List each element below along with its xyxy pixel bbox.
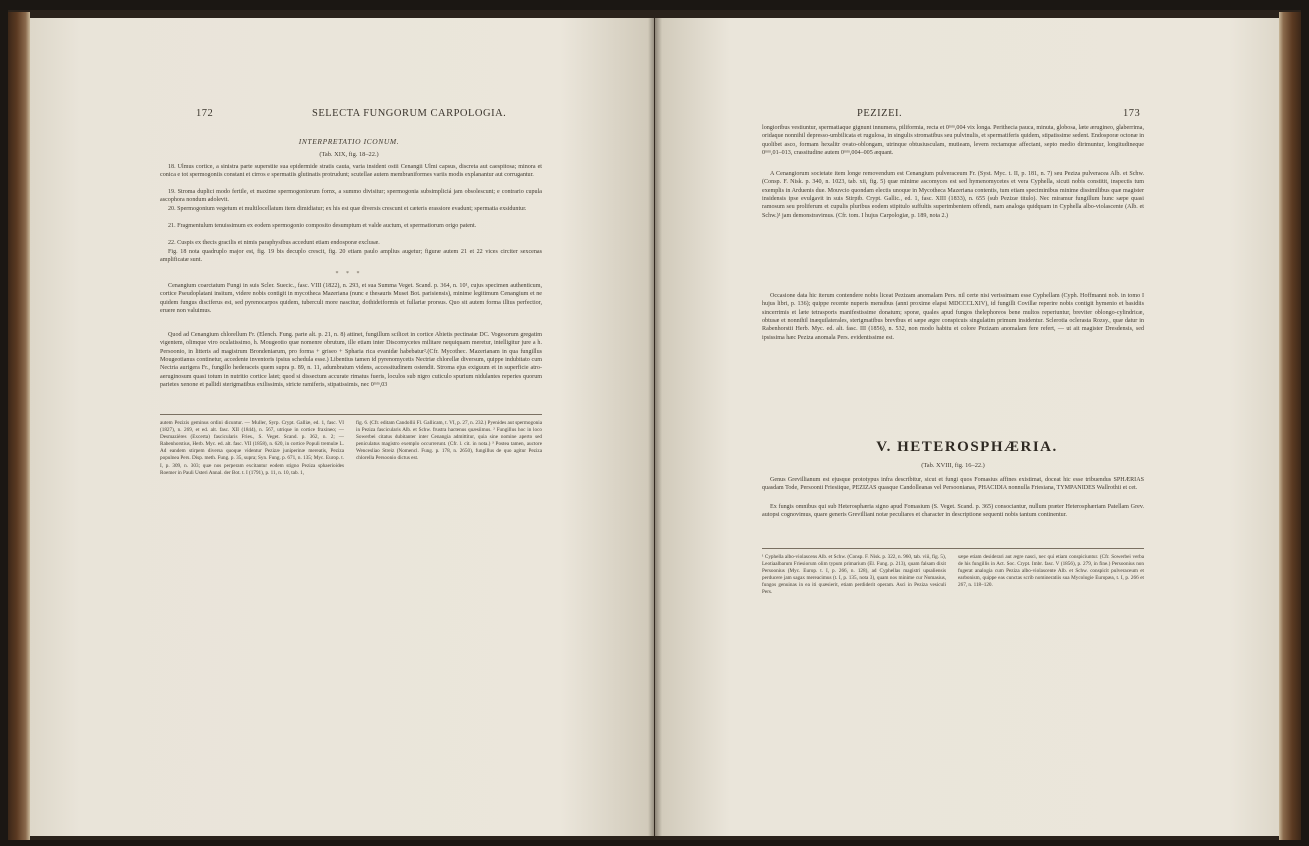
plate-paragraph-21: 21. Fragmentulum tenuissimum ex eodem spermogonio composito desumptum et valde auctum, et spermatiorum origo patent. (168, 223, 477, 229)
right-bottom-paragraph-2: Ex fungis omnibus qui sub Heterosphæria signo apud Fomasium (S. Veget. Scand. p. 365) consociantur, nullum præter Heterosphæriam Patellam Grev. autopsi cognovimus, quare generis Grevilliani notæ peculiares et character in descriptione sequenti nobis tantum continentur. (762, 504, 1144, 519)
right-footnotes-col2: sæpe etiam desiderari aut ægre nasci, nec qui etiam conspiciuntur. (Cfr. Sowerbei verba de his fungillis in Act. Soc. Crypt. Imbr. fasc. V (1856), p. 279, in fine.) Persoonius non fugerat analogia cum Peziza albo-violascente Alb. et Schw. conspicit pulveraceum et earbonism, quippe eas cunctas scrib nomineratiis sua Mycologie Europæa, t. I, p. 266 et 267, n. 118–120. (958, 554, 1144, 589)
left-running-head: SELECTA FUNGORUM CARPOLOGIA. (312, 108, 507, 119)
section-plate-reference: (Tab. XVIII, fig. 16–22.) (921, 462, 985, 469)
page-edges-left (8, 12, 30, 840)
right-body-paragraph-1: longioribus vestiuntur, spermatiaque gignunt innumera, piliformia, recta et 0ᵐᵐ,004 vix longa. Perithecia pauca, minuta, globosa, læte ærugineo, glaberrima, oridaque nonnihil depresso-umbilicata et rugulosa, in singulis stromatibus seu pulvinulis, et spermatiferis quidem, stipatissime sedent. Endosporæ octonæ in quolibet asco, formam hexalitr ovato-oblongam, utrinque obtusiusculam, mutieam, levem rectamque affectant, septo medio dirimuntur, longitudineque 0ᵐᵐ,01–013, crassitudine autem 0ᵐᵐ,004–005 æquant. (762, 125, 1144, 157)
section-title: INTERPRETATIO ICONUM. (298, 137, 400, 146)
plate-paragraph-20: 20. Spermogonium vegetum et multilocellatum item dimidiatur; ex his est quæ diversis crescunt et cæteris erassiore evadunt; spermatia exsiduntur. (168, 206, 527, 212)
book-gutter (648, 18, 662, 836)
section-heading-heterosphaeria: V. HETEROSPHÆRIA. (876, 439, 1058, 455)
left-footnotes-col2: fig. 6. (Cfr. editam Candollii Fl. Gallicam, t. VI, p. 27, n. 232.) Pyenides aut spermogonia in Peziza fascicularis Alb. et Schw. frustra hactenus quæsiimus. ² Fungillus hoc in loco Sowerbei citatus dubitanter inter Cenangia admittitur, quia sine nomine aperto sed peniculatus magistro exemplo occurrerunt. (Cfr. l. cit. in nota.) ³ Postea tamen, auctore Wencesliao Streiz (Nomencl. Fung. p. 178, n. 2650), fungillus de quo agitur Peziza chlorella Persoonio dictus est. (356, 420, 542, 462)
page-edges-right (1279, 12, 1301, 840)
left-page-number: 172 (196, 108, 214, 119)
right-bottom-paragraph-1: Genus Grevillianum est ejusque prototypus infra describitur, sicut et fungi quos Fomasius affines existimat, doceat hic esse tribuendus SPHÆRIAS quasdam Tode, Persoonii Friesiique, PEZIZAS quasque Candolleanas vel Persoonianas, PHACIDIA nonnulla Friesiana, TYMPANIDES Wallrothii et cet. (762, 477, 1144, 492)
plate-reference: (Tab. XIX, fig. 18–22.) (319, 151, 379, 158)
right-running-head: PEZIZEI. (857, 108, 903, 119)
plate-paragraph-18: 18. Ulmus cortice, a sinistra parte superstite sua epidermide stratis cauta, varia insident ostii Cenangii Ulmi capsus, discreta aut caespitosa; minora et conica e tot spermogoniis constant et cirros e spermatiis glutinatis protrudunt; scutellae autem membraniformes variis modis explanantur aut corrugantur. (160, 164, 542, 179)
right-body-paragraph-2: A Cenangiorum societate item longe removendum est Cenangium pulveraceum Fr. (Syst. Myc. t. II, p. 181, n. 7) seu Peziza pulveracea Alb. et Schw. (Consp. F. Nisk. p. 340, n. 1023, tab. xii, fig. 5) quæ minime ascomyces est sed hymenomycetes et vera Cyphella, sicuti nobis constitit, inspectis tum exemplis in Arduenis due. Mouvcio quondam electis unoque in Mycotheca Mazeriana contentis, tum etiam speciminibus minime dissimilibus quæ magister insidensis ipse evulgavit in suis Stirpib. Crypt. Gallic., ed. 1, fasc. XIII (1833), n. 655 (sub Pezizæ titulo). Nec miramur fungillum hunc sæpe quasi ramosum seu proliferum et cupulis pluribus eodem stipitulo suffultis superimbentem offendi, nam analoga quidquam in Cyphella albo-violascente (Alb. et Schw.)¹ jam demonstravimus. (Cfr. tom. I hujus Carpologiæ, p. 189, nota 2.) (762, 171, 1144, 219)
right-footnote-rule (762, 548, 1144, 549)
left-body-paragraph-2: Quod ad Cenangium chlorellum Fr. (Elench. Fung. parte alt. p. 21, n. 8) attinet, fungillum scilicet in cortice Abietis pectinatæ DC. Vogesorum gregatim vigentem, olimque viro oculatissimo, h. Mougeotio quæ nomenre obrutum, ille etiam inter Discomycetes militare nequiquam meretur, intelligitur jure a h. Persoonio, in litteris ad magistrum Brondeniarum, pro forma + griseo + Spharia rica evanidæ habebatur².(Cfr. Mycothec. Mazerianam in qua fungillus Mougeotianus continetur, accedente inventoris ipsius schedula esse.) Libentius tamen id pyrenomycetis Nectriæ chlorellæ diversum, quippe indubitato cum Nectria aurigera Fr., fungillo hederaceis quem supra p. 89, n. 11, adumbratum videns, accessitudinem ostendit. Stroma ejus exiguum et in superficie atro-aeruginosum quasi totum in nutritio cortice latet; quod si dissectum accurate rimatus fueris, loculos sub nigro cuticulo spurium nidulantes reperies quorum parietes xenone et pallidi sterigmatibus exilissimis, stricte ramiferis, stipatissimis, nec 0ᵐᵐ,03 (160, 332, 542, 389)
plate-paragraph-19: 19. Stroma duplici modo fertile, et maxime spermogoniorum fornx, a summo divisitur; spermogonia subsimpliciá jam obsolescunt; e contrario cupula ascophora nondum adolevit. (160, 189, 542, 204)
right-body-paragraph-3: Occasione data hic iterum contendere nobis liceat Pezizam anomalam Pers. nil certe nisi verissimam esse Cyphellam (Cyph. Hoffmanni nob. in tomo I hujus libri, p. 136); quippe recente nuperis mensibus (anni proxime elapsi MDCCCLXIV), id fungilli Covillæ reperire nobis contigit hymenio et basidiis sincerrimis et læte tetrasporis manifestissime donatum; sporæ, quales apud fungos thelephoreos bene multos reperiuntur, breviter oblongo-cylindricæ, obtusæ et nonnihil inæquilaterales, sterigmatibus brevibus et sæpe ægre conspicuis singulatim primum insidentur. Sclerotia oclerasta Rozsy., quæ datur in Rabenhorstii Herb. Myc. ed. alt. fasc. III (1856), n. 532, non modo habitu et colore Pezizam anomalam fere refert, — ut ait magister Dresdensis, sed ipsissima hæc Peziza anomala Pers. evidentissime est. (762, 293, 1144, 341)
left-footnotes-col1: autem Pezizis geminus ordini dicuntur. — Muller, Syrp. Crypt. Galliæ, ed. 1, fasc. VI (1827), n. 269, et ed. alt. fasc. XII (1844), n. 567, utrique in cortice fraxineo; — Desmazières (Excerta) fascicularis Fries., S. Veget. Scand. p. 362, n. 2; — Rabenhorstius, Herb. Myc. ed. alt. fasc. VII (1858), n. 620, in cortice Populi tremulæ L. Ad eandem stirpem diversa quoque videntur Pezizæ juniperinæ mereatis, Peziza populnea Pers. Disp. meth. Fung. p. 35, supra; Syn. Fung. p. 671, n. 135; Myc. Europ. t. I, p. 309, n. 303; quæ nos perperam excitantur eodem stigno Peziza sphaerioides Roemer in Pauli Usteri Annal. der Bot. t. I (1791), p. 11, n. 10, tab. 1, (160, 420, 344, 476)
right-footnotes-col1: ¹ Cyphella albo-violascens Alb. et Schw. (Consp. F. Nisk. p. 322, n. 960, tab. viii, fig. 5), Leotiaalbarum Friesiorum olim typum primarium (El. Fung. p. 213), quam falsam dixit Persoonius (Myc. Europ. t. I, p. 266, n. 128), ad Cyphellas magistri upsaliensis perducere jam sagax mereacimus (t. I, p. 135, nota 3), quam nos minime cur Nomasius, fungos genuinas in ea iti quæsierit, etiam perdiderit operam. Asci in Peziza vesiculi Pers. (762, 554, 946, 596)
left-footnote-rule (160, 414, 542, 415)
plate-paragraph-figures: Fig. 18 nota quadruplo major est, fig. 19 bis decuplo crescit, fig. 20 etiam paulo amplius augetur; figuræ autem 21 et 22 vices circiter sexcenas amplificatæ sunt. (160, 249, 542, 264)
right-page-number: 173 (1123, 108, 1141, 119)
left-body-paragraph-1: Cenangium coarctatum Fungi in suis Scler. Suecic., fasc. VIII (1822), n. 293, et sua Summa Veget. Scand. p. 364, n. 10¹, cujus specimen authenticum, cortice Pseudoplatani insitum, videre nobis contigit in mycotheca Mazeriana (nunc e thesauris Musei Bot. parisiensis), minime legitimum Cenangium et ne quidem fungus disciferus est, sed pyrenocarpos quidem, tuberculi more nascitur, dothideiformis et fullariæ prorsus. Quo sit autem forma illius perfectior, eruere non valuimus. (160, 283, 542, 315)
section-stars: * * * (335, 271, 363, 277)
plate-paragraph-22: 22. Cuspis ex thecis gracilis et nimis paraphysibus accedunt etiam endosporæ exclusæ. (168, 240, 380, 246)
